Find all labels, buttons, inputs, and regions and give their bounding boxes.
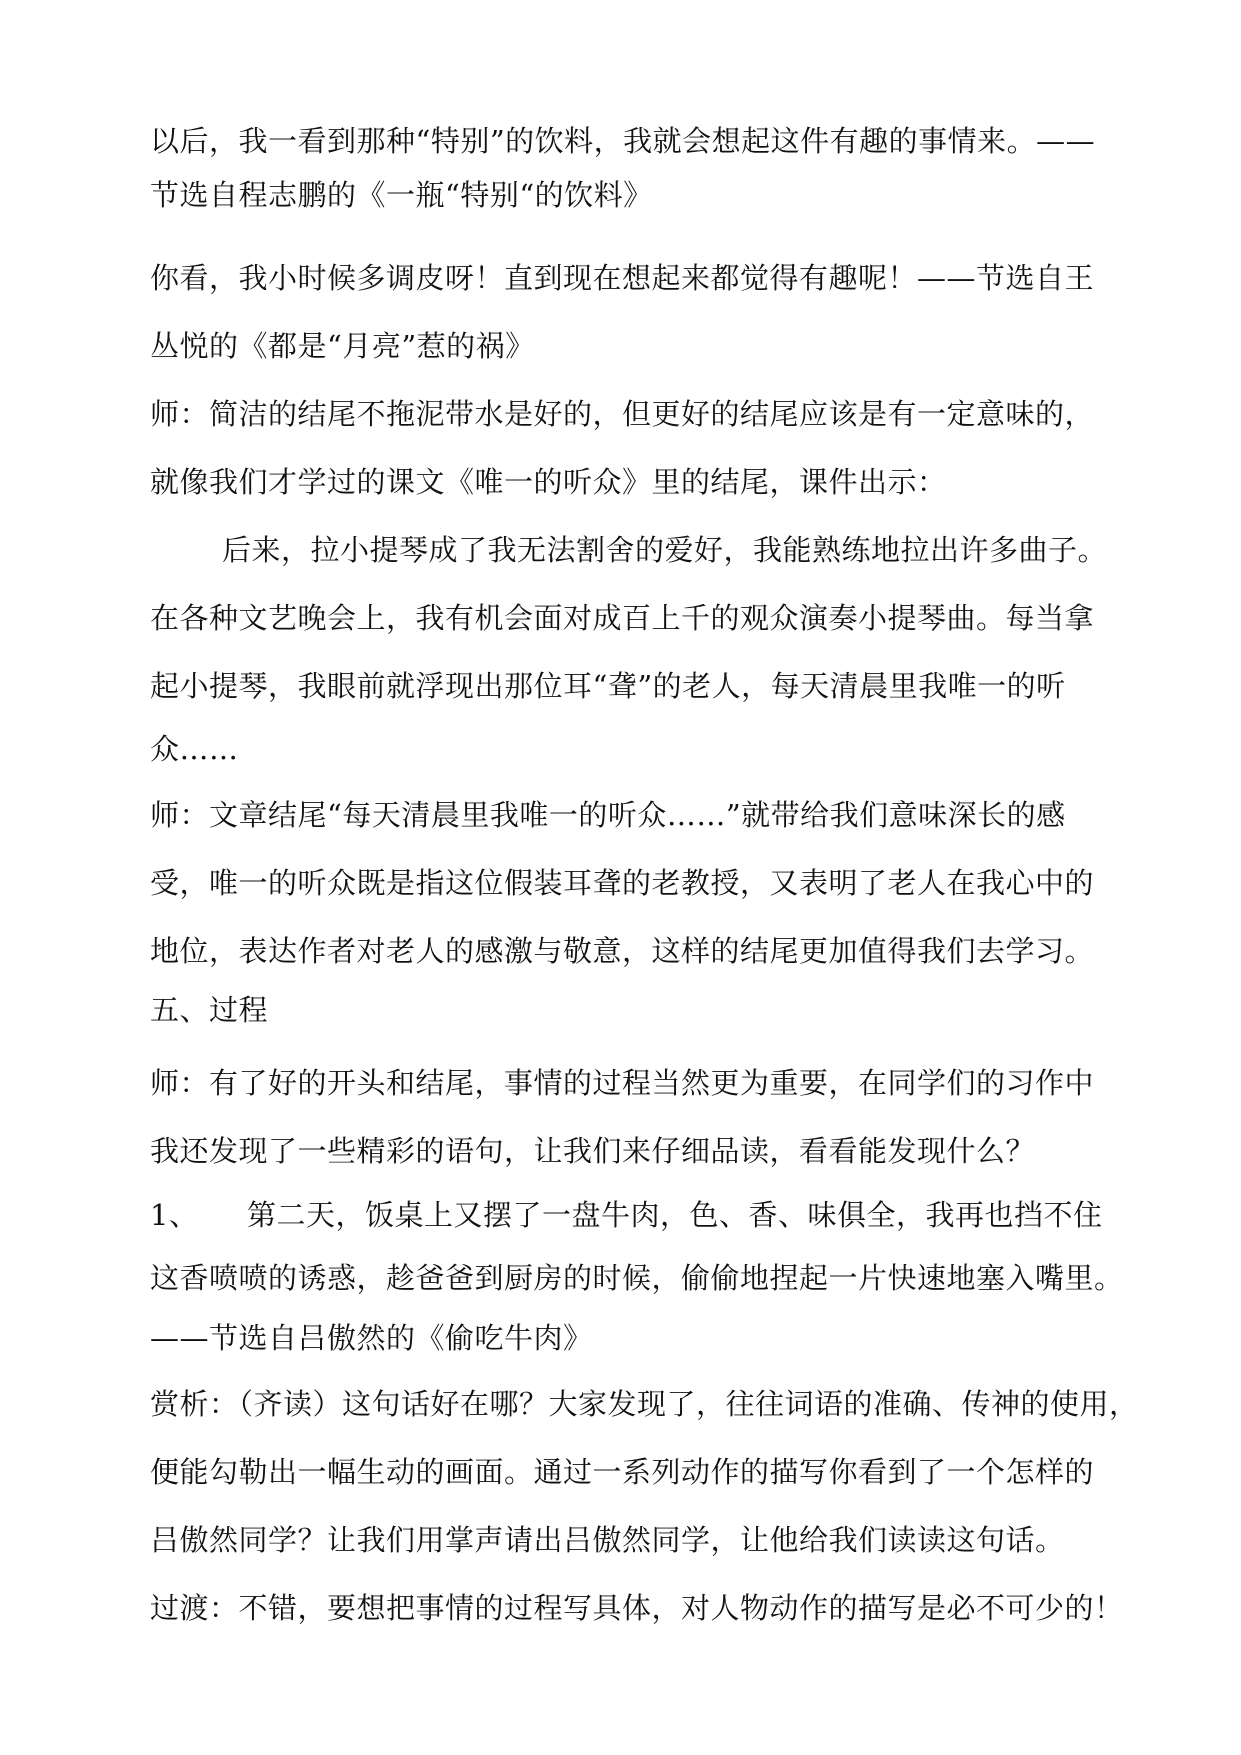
text-line: 在各种文艺晚会上，我有机会面对成百上千的观众演奏小提琴曲。每当拿 xyxy=(150,601,1095,635)
text-line: 你看，我小时候多调皮呀！直到现在想起来都觉得有趣呢！——节选自王 xyxy=(150,261,1095,295)
text-line: 地位，表达作者对老人的感激与敬意，这样的结尾更加值得我们去学习。 xyxy=(150,934,1095,968)
text-line: 以后，我一看到那种“特别”的饮料，我就会想起这件有趣的事情来。—— xyxy=(150,124,1096,158)
text-line: 师：简洁的结尾不拖泥带水是好的，但更好的结尾应该是有一定意味的， xyxy=(150,397,1095,431)
text-line: 我还发现了一些精彩的语句，让我们来仔细品读，看看能发现什么？ xyxy=(150,1134,1036,1168)
text-line: 过渡：不错，要想把事情的过程写具体，对人物动作的描写是必不可少的！ xyxy=(150,1591,1124,1625)
text-line: 众…… xyxy=(150,732,239,766)
text-line: 赏析：（齐读）这句话好在哪？大家发现了，往往词语的准确、传神的使用， xyxy=(150,1387,1139,1421)
text-line: 便能勾勒出一幅生动的画面。通过一系列动作的描写你看到了一个怎样的 xyxy=(150,1455,1095,1489)
text-line: 师：文章结尾“每天清晨里我唯一的听众……”就带给我们意味深长的感 xyxy=(150,798,1066,832)
text-line: ——节选自吕傲然的《偷吃牛肉》 xyxy=(150,1321,593,1355)
text-line: 就像我们才学过的课文《唯一的听众》里的结尾，课件出示： xyxy=(150,465,947,499)
text-line: 后来，拉小提琴成了我无法割舍的爱好，我能熟练地拉出许多曲子。 xyxy=(222,533,1108,567)
text-line: 1、 第二天，饭桌上又摆了一盘牛肉，色、香、味俱全，我再也挡不住 xyxy=(150,1198,1103,1232)
text-line: 起小提琴，我眼前就浮现出那位耳“聋”的老人，每天清晨里我唯一的听 xyxy=(150,669,1066,703)
section-heading: 五、过程 xyxy=(150,993,269,1027)
text-line: 受，唯一的听众既是指这位假装耳聋的老教授，又表明了老人在我心中的 xyxy=(150,866,1095,900)
text-line: 丛悦的《都是“月亮”惹的祸》 xyxy=(150,329,535,363)
text-line: 师：有了好的开头和结尾，事情的过程当然更为重要，在同学们的习作中 xyxy=(150,1066,1095,1100)
text-line: 节选自程志鹏的《一瓶“特别“的饮料》 xyxy=(150,178,653,212)
text-line: 吕傲然同学？让我们用掌声请出吕傲然同学，让他给我们读读这句话。 xyxy=(150,1523,1065,1557)
text-line: 这香喷喷的诱惑，趁爸爸到厨房的时候，偷偷地捏起一片快速地塞入嘴里。 xyxy=(150,1261,1124,1295)
